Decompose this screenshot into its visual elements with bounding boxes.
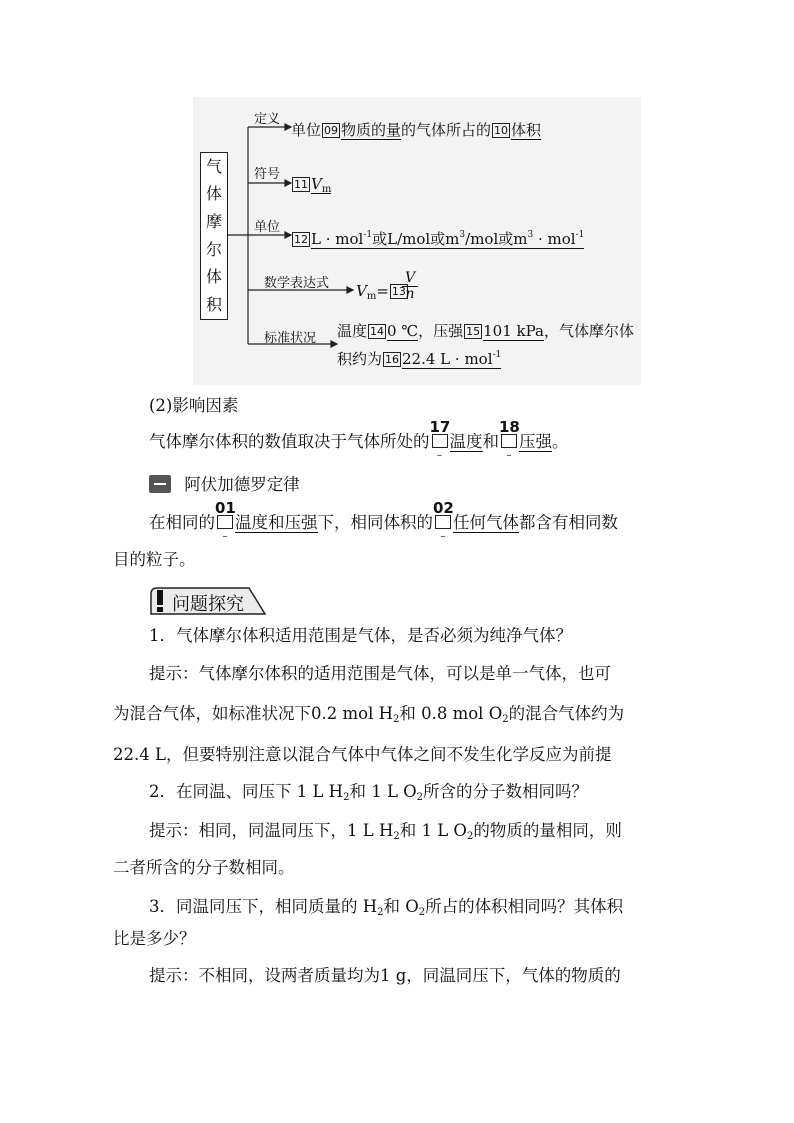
answer-blank: 17 – [429,418,451,461]
branch-definition: 单位 09 物质的量的气体所占的 10 体积 [291,121,542,139]
branch-label-formula: 数学表达式 [264,276,330,291]
answer-1-line2: 为混合气体，如标准状况下0.2 mol $H_2$和 0.8 mol $O_2$的混合气体约为 [113,704,625,725]
section-two-icon [149,475,171,493]
avogadro-text: 在相同的 01 – 温度和压强下，相同体积的 02 – 任何气体都含有相同数 [149,499,618,542]
blank-number: 09 [324,124,339,137]
branch-unit: 12 L · mol$^{-1}$或L/mol或$m^3$/mol或$m^3 \cdot mol^{-1}$ [294,230,585,248]
avogadro-heading: 阿伏加德罗定律 [184,475,300,494]
factors-heading: (2)影响因素 [149,396,239,415]
branch-symbol: 11 $V_m$ [294,175,332,195]
blank-number: 12 [294,233,308,246]
avogadro-heading-row [149,475,300,494]
blank-number: 13 [391,285,406,298]
blank-number: 11 [294,178,308,191]
question-3-line2: 比是多少？ [113,929,196,948]
answer-3-line1: 提示：不相同，设两者质量均为1 g，同温同压下，气体的物质的 [149,966,621,985]
branch-standard-line2: 积约为 16 22.4 L · mol$^{-1}$ [337,350,502,368]
title-char: 摩 [205,212,222,232]
answer-2-line2: 二者所含的分子数相同。 [113,858,295,877]
branch-label-symbol: 符号 [254,167,281,182]
answer-2-line1: 提示：相同，同温同压下，1 L $H_2$和 1 L $O_2$的物质的量相同，则 [149,821,622,842]
branch-label-definition: 定义 [254,112,281,127]
blank-number: 16 [385,353,400,366]
question-2: 2．在同温、同压下 1 L $H_2$和 1 L $O_2$所含的分子数相同吗？ [149,782,589,803]
blank-number: 10 [494,124,509,137]
question-1: 1．气体摩尔体积适用范围是气体，是否必须为纯净气体？ [149,626,572,645]
branch-standard-line1: 温度 14 0 ℃，压强 15 101 kPa，气体摩尔体 [337,322,634,340]
branch-label-standard: 标准状况 [264,331,317,346]
title-char: 气 [205,156,222,176]
explore-title: 问题探究 [172,594,244,615]
title-char: 尔 [205,239,222,259]
question-3: 3．同温同压下，相同质量的 $H_2$和 $O_2$所占的体积相同吗？其体积 [149,897,624,918]
avogadro-text-line2: 目的粒子。 [113,550,196,569]
answer-blank: 18 – [499,418,520,461]
blank-number: 14 [370,325,385,338]
branch-label-unit: 单位 [254,220,281,235]
title-char: 积 [205,295,222,315]
formula-fraction: V n [402,271,418,302]
title-char: 体 [205,184,222,204]
answer-1-line3: 22.4 L，但要特别注意以混合气体中气体之间不发生化学反应为前提 [113,745,612,764]
blank-number: 15 [466,325,481,338]
branch-formula: $V_m= 13$ [356,282,406,302]
answer-1-line1: 提示：气体摩尔体积的适用范围是气体，可以是单一气体，也可 [149,664,611,683]
factors-text: 气体摩尔体积的数值取决于气体所处的 17 – 温度和 18 – 压强。 [149,418,569,461]
answer-blank: 02 – [433,499,454,542]
answer-blank: 01 – [215,499,236,542]
title-char: 体 [205,267,222,287]
